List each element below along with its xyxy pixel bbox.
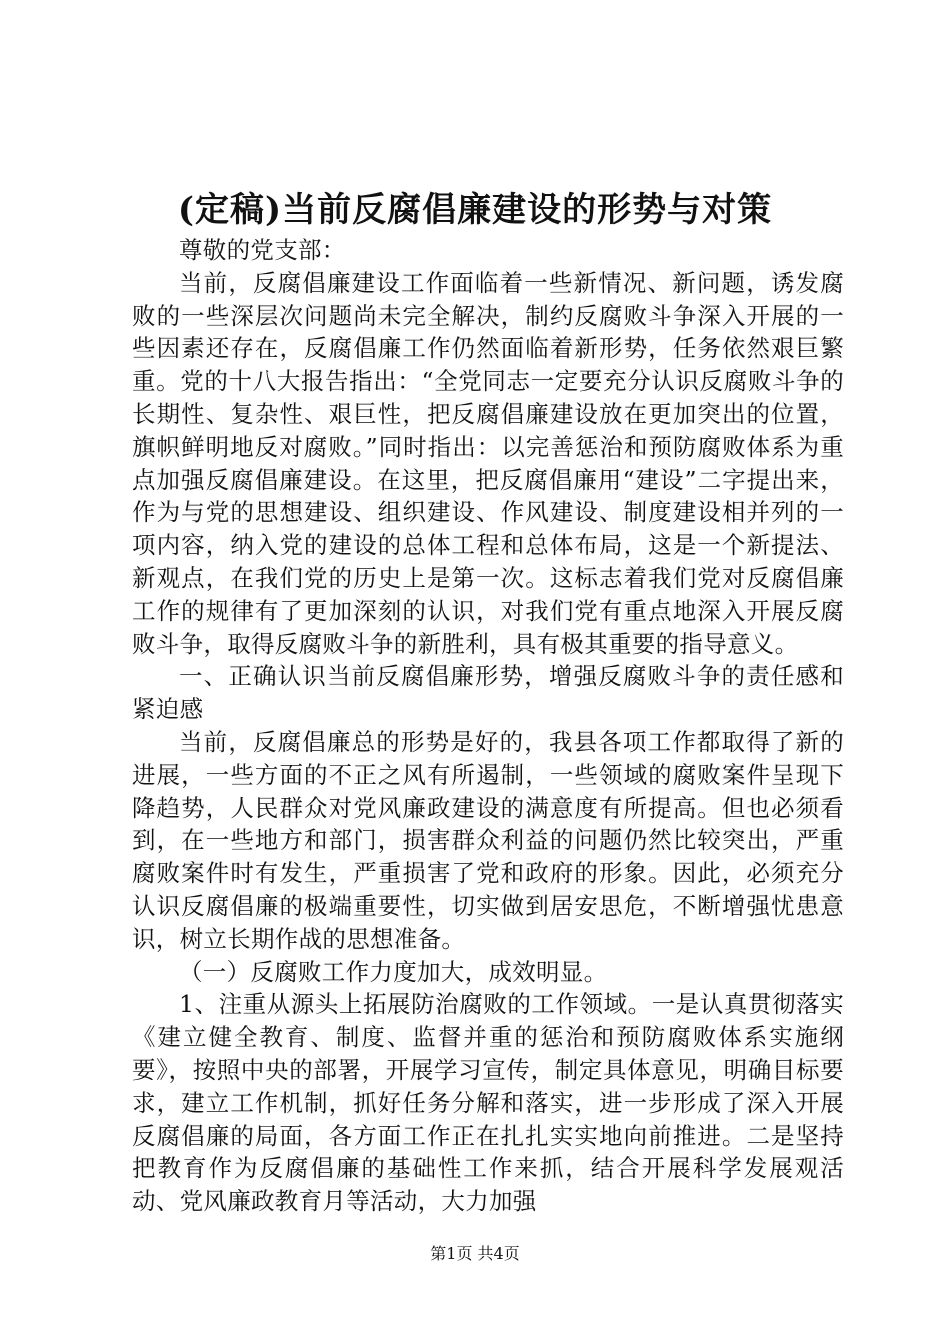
subsection-heading-1: （一）反腐败工作力度加大，成效明显。 [179,957,608,986]
document-title: (定稿)当前反腐倡廉建设的形势与对策 [177,190,773,230]
section-heading-1: 一、正确认识当前反腐倡廉形势，增强反腐败斗争的责任感和紧迫感 [132,662,844,724]
salutation: 尊敬的党支部： [179,236,346,264]
document-body [132,234,844,1218]
paragraph-intro: 当前，反腐倡廉建设工作面临着一些新情况、新问题，诱发腐败的一些深层次问题尚未完全解决，制约反腐败斗争深入开展的一些因素还存在，反腐倡廉工作仍然面临着新形势，任务依然艰巨繁重。党的十八大报告指出：“全党同志一定要充分认识反腐败斗争的长期性、复杂性、艰巨性，把反腐倡廉建设放在更加突出的位置，旗帜鲜明地反对腐败。”同时指出：以完善惩治和预防腐败体系为重点加强反腐倡廉建设。在这里，把反腐倡廉用“建设”二字提出来，作为与党的思想建设、组织建设、作风建设、制度建设相并列的一项内容，纳入党的建设的总体工程和总体布局，这是一个新提法、新观点，在我们党的历史上是第一次。这标志着我们党对反腐倡廉工作的规律有了更加深刻的认识，对我们党有重点地深入开展反腐败斗争，取得反腐败斗争的新胜利，具有极其重要的指导意义。 [132,268,844,658]
page-number-footer: 第1页 共4页 [430,1244,520,1263]
paragraph-item-1: 1、注重从源头上拓展防治腐败的工作领域。一是认真贯彻落实《建立健全教育、制度、监督并重的惩治和预防腐败体系实施纲要》，按照中央的部署，开展学习宣传，制定具体意见，明确目标要求，建立工作机制，抓好任务分解和落实，进一步形成了深入开展反腐倡廉的局面，各方面工作正在扎扎实实地向前推进。二是坚持把教育作为反腐倡廉的基础性工作来抓，结合开展科学发展观活动、党风廉政教育月等活动，大力加强 [132,990,844,1216]
paragraph-situation: 当前，反腐倡廉总的形势是好的，我县各项工作都取得了新的进展，一些方面的不正之风有所遏制，一些领域的腐败案件呈现下降趋势，人民群众对党风廉政建设的满意度有所提高。但也必须看到，在一些地方和部门，损害群众利益的问题仍然比较突出，严重腐败案件时有发生，严重损害了党和政府的形象。因此，必须充分认识反腐倡廉的极端重要性，切实做到居安思危，不断增强忧患意识，树立长期作战的思想准备。 [132,727,844,953]
